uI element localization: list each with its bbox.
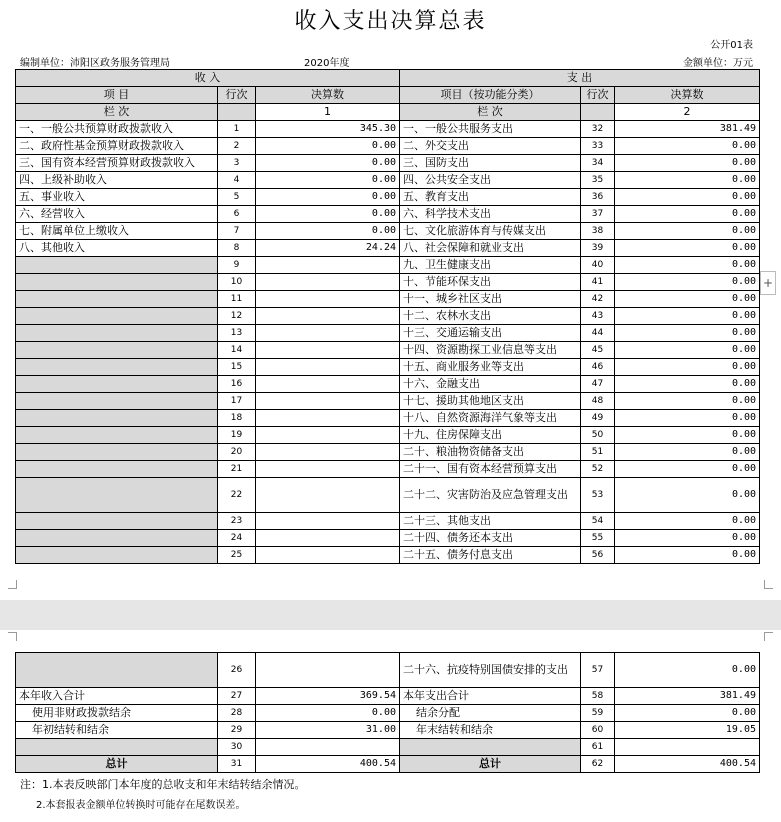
income-item — [16, 739, 218, 756]
income-item: 八、其他收入 — [16, 240, 218, 257]
income-item: 年初结转和结余 — [16, 722, 218, 739]
income-amount — [256, 308, 400, 325]
expense-amount: 0.00 — [615, 240, 760, 257]
income-item — [16, 547, 218, 564]
page-corner-mark — [8, 580, 17, 589]
income-line-no: 16 — [218, 376, 256, 393]
expense-amount: 0.00 — [615, 530, 760, 547]
expense-line-no: 56 — [581, 547, 615, 564]
income-line-no: 14 — [218, 342, 256, 359]
income-amount — [256, 427, 400, 444]
table-row — [16, 461, 760, 478]
table-row — [16, 121, 760, 138]
table-row — [16, 547, 760, 564]
income-line-no: 6 — [218, 206, 256, 223]
income-line-no: 18 — [218, 410, 256, 427]
income-item: 四、上级补助收入 — [16, 172, 218, 189]
income-amount: 31.00 — [256, 722, 400, 739]
compiling-unit: 编制单位：沛阳区政务服务管理局 — [20, 58, 170, 69]
table-row — [16, 240, 760, 257]
expense-amount: 0.00 — [615, 444, 760, 461]
page-corner-mark — [764, 580, 773, 589]
form-code: 公开01表 — [710, 40, 753, 51]
income-amount — [256, 325, 400, 342]
income-item — [16, 325, 218, 342]
summary-table-continued — [15, 652, 760, 773]
expense-line-no: 51 — [581, 444, 615, 461]
expense-amount: 0.00 — [615, 342, 760, 359]
income-line-no: 24 — [218, 530, 256, 547]
expense-amount: 0.00 — [615, 427, 760, 444]
income-line-no: 30 — [218, 739, 256, 756]
income-item: 六、经营收入 — [16, 206, 218, 223]
expense-item: 结余分配 — [400, 705, 581, 722]
expense-line-no: 38 — [581, 223, 615, 240]
expense-line-no: 39 — [581, 240, 615, 257]
income-line-no: 2 — [218, 138, 256, 155]
expense-column-blank — [581, 104, 615, 121]
expense-line-no: 46 — [581, 359, 615, 376]
income-line-no: 11 — [218, 291, 256, 308]
income-item: 一、一般公共预算财政拨款收入 — [16, 121, 218, 138]
expense-amount: 0.00 — [615, 189, 760, 206]
report-title: 收入支出决算总表 — [294, 9, 487, 34]
income-amount: 0.00 — [256, 138, 400, 155]
expense-item: 二十四、债务还本支出 — [400, 530, 581, 547]
expense-item: 九、卫生健康支出 — [400, 257, 581, 274]
expense-line-no: 53 — [581, 478, 615, 513]
table-row — [16, 189, 760, 206]
income-line-no: 31 — [218, 756, 256, 773]
expense-item: 二十二、灾害防治及应急管理支出 — [400, 478, 581, 513]
table-row — [16, 342, 760, 359]
expense-item: 七、文化旅游体育与传媒支出 — [400, 223, 581, 240]
table-row — [16, 722, 760, 739]
income-item — [16, 342, 218, 359]
expense-line-no: 61 — [581, 739, 615, 756]
income-line-header: 行次 — [218, 87, 256, 104]
page-corner-mark — [8, 632, 17, 641]
income-line-no: 20 — [218, 444, 256, 461]
expense-line-no: 50 — [581, 427, 615, 444]
expense-amount: 0.00 — [615, 206, 760, 223]
income-line-no: 10 — [218, 274, 256, 291]
expense-amount — [615, 739, 760, 756]
page-corner-mark — [764, 632, 773, 641]
expense-item: 十一、城乡社区支出 — [400, 291, 581, 308]
expense-amount: 0.00 — [615, 513, 760, 530]
table-row — [16, 376, 760, 393]
table-row — [16, 410, 760, 427]
income-amount: 369.54 — [256, 688, 400, 705]
expense-item: 十九、住房保障支出 — [400, 427, 581, 444]
expense-line-no: 47 — [581, 376, 615, 393]
income-item — [16, 291, 218, 308]
table-row — [16, 223, 760, 240]
income-item: 五、事业收入 — [16, 189, 218, 206]
income-item — [16, 530, 218, 547]
table-row — [16, 444, 760, 461]
expense-amount: 0.00 — [615, 138, 760, 155]
income-line-no: 1 — [218, 121, 256, 138]
expense-line-no: 60 — [581, 722, 615, 739]
expense-item: 十八、自然资源海洋气象等支出 — [400, 410, 581, 427]
income-amount: 400.54 — [256, 756, 400, 773]
expense-amount: 381.49 — [615, 121, 760, 138]
expense-line-no: 55 — [581, 530, 615, 547]
expense-amount: 0.00 — [615, 547, 760, 564]
income-item — [16, 393, 218, 410]
expense-item: 十七、援助其他地区支出 — [400, 393, 581, 410]
income-amount — [256, 653, 400, 688]
income-amount — [256, 342, 400, 359]
income-item: 七、附属单位上缴收入 — [16, 223, 218, 240]
income-line-no: 25 — [218, 547, 256, 564]
table-row — [16, 206, 760, 223]
expense-item: 年末结转和结余 — [400, 722, 581, 739]
income-amount-header: 决算数 — [256, 87, 400, 104]
expense-amount: 0.00 — [615, 376, 760, 393]
expense-item: 二十六、抗疫特别国债安排的支出 — [400, 653, 581, 688]
income-line-no: 9 — [218, 257, 256, 274]
expense-amount: 0.00 — [615, 461, 760, 478]
expense-amount: 0.00 — [615, 155, 760, 172]
income-line-no: 22 — [218, 478, 256, 513]
expense-amount: 0.00 — [615, 705, 760, 722]
expense-line-header: 行次 — [581, 87, 615, 104]
expense-item: 二十、粮油物资储备支出 — [400, 444, 581, 461]
expense-amount: 0.00 — [615, 653, 760, 688]
income-header: 收 入 — [16, 70, 400, 87]
note-2: 2.本套报表金额单位转换时可能存在尾数误差。 — [36, 800, 246, 811]
expense-line-no: 40 — [581, 257, 615, 274]
expense-amount: 400.54 — [615, 756, 760, 773]
income-amount — [256, 257, 400, 274]
income-line-no: 17 — [218, 393, 256, 410]
table-row — [16, 739, 760, 756]
expense-line-no: 58 — [581, 688, 615, 705]
expense-column-label: 栏 次 — [400, 104, 581, 121]
income-item — [16, 274, 218, 291]
expense-amount: 0.00 — [615, 478, 760, 513]
income-amount: 345.30 — [256, 121, 400, 138]
expense-item: 五、教育支出 — [400, 189, 581, 206]
income-amount — [256, 359, 400, 376]
page-2 — [0, 630, 781, 822]
page-gap — [0, 600, 781, 630]
expense-line-no: 43 — [581, 308, 615, 325]
fiscal-year: 2020年度 — [304, 58, 350, 69]
income-column-blank — [218, 104, 256, 121]
expense-line-no: 41 — [581, 274, 615, 291]
income-line-no: 29 — [218, 722, 256, 739]
income-amount — [256, 739, 400, 756]
expand-button[interactable]: + — [760, 271, 776, 295]
expense-line-no: 59 — [581, 705, 615, 722]
income-amount: 24.24 — [256, 240, 400, 257]
income-column-number: 1 — [256, 104, 400, 121]
income-item — [16, 359, 218, 376]
income-amount — [256, 513, 400, 530]
expense-column-number: 2 — [615, 104, 760, 121]
expense-amount: 0.00 — [615, 325, 760, 342]
expense-line-no: 32 — [581, 121, 615, 138]
income-amount — [256, 444, 400, 461]
expense-line-no: 49 — [581, 410, 615, 427]
expense-amount: 0.00 — [615, 291, 760, 308]
expense-item: 本年支出合计 — [400, 688, 581, 705]
table-row — [16, 513, 760, 530]
income-amount — [256, 274, 400, 291]
expense-line-no: 48 — [581, 393, 615, 410]
expense-item-header: 项目（按功能分类） — [400, 87, 581, 104]
expense-amount: 0.00 — [615, 410, 760, 427]
note-1: 注：1.本表反映部门本年度的总收支和年末结转结余情况。 — [20, 778, 306, 791]
income-item: 总计 — [16, 756, 218, 773]
income-amount: 0.00 — [256, 223, 400, 240]
income-item — [16, 308, 218, 325]
income-column-label: 栏 次 — [16, 104, 218, 121]
table-row — [16, 530, 760, 547]
expense-amount: 0.00 — [615, 172, 760, 189]
table-row — [16, 393, 760, 410]
expense-amount: 0.00 — [615, 223, 760, 240]
income-item — [16, 461, 218, 478]
expense-item: 总计 — [400, 756, 581, 773]
income-item: 本年收入合计 — [16, 688, 218, 705]
expense-item: 十四、资源勘探工业信息等支出 — [400, 342, 581, 359]
table-row — [16, 478, 760, 513]
expense-amount: 0.00 — [615, 308, 760, 325]
expense-line-no: 44 — [581, 325, 615, 342]
income-amount: 0.00 — [256, 155, 400, 172]
income-item-header: 项 目 — [16, 87, 218, 104]
expense-item — [400, 739, 581, 756]
expense-line-no: 52 — [581, 461, 615, 478]
income-amount — [256, 291, 400, 308]
table-row — [16, 257, 760, 274]
money-unit: 金额单位：万元 — [683, 58, 753, 69]
income-amount — [256, 530, 400, 547]
expense-item: 二十一、国有资本经营预算支出 — [400, 461, 581, 478]
income-line-no: 27 — [218, 688, 256, 705]
income-amount — [256, 478, 400, 513]
expense-line-no: 34 — [581, 155, 615, 172]
table-row — [16, 274, 760, 291]
expense-item: 十、节能环保支出 — [400, 274, 581, 291]
expense-line-no: 54 — [581, 513, 615, 530]
income-amount: 0.00 — [256, 705, 400, 722]
expense-item: 一、一般公共服务支出 — [400, 121, 581, 138]
expense-amount: 19.05 — [615, 722, 760, 739]
income-item — [16, 376, 218, 393]
expense-item: 六、科学技术支出 — [400, 206, 581, 223]
income-item — [16, 257, 218, 274]
expense-line-no: 62 — [581, 756, 615, 773]
expense-line-no: 36 — [581, 189, 615, 206]
summary-table — [15, 69, 760, 564]
income-item — [16, 427, 218, 444]
income-line-no: 23 — [218, 513, 256, 530]
expense-amount: 381.49 — [615, 688, 760, 705]
expense-line-no: 35 — [581, 172, 615, 189]
expense-item: 十五、商业服务业等支出 — [400, 359, 581, 376]
table-row — [16, 359, 760, 376]
income-line-no: 8 — [218, 240, 256, 257]
income-amount: 0.00 — [256, 206, 400, 223]
income-amount — [256, 393, 400, 410]
income-line-no: 26 — [218, 653, 256, 688]
income-amount — [256, 547, 400, 564]
expense-item: 十三、交通运输支出 — [400, 325, 581, 342]
table-row — [16, 155, 760, 172]
income-amount — [256, 376, 400, 393]
expense-line-no: 45 — [581, 342, 615, 359]
income-line-no: 4 — [218, 172, 256, 189]
expense-amount: 0.00 — [615, 257, 760, 274]
expense-item: 十六、金融支出 — [400, 376, 581, 393]
table-row — [16, 705, 760, 722]
expense-item: 二十三、其他支出 — [400, 513, 581, 530]
income-item: 三、国有资本经营预算财政拨款收入 — [16, 155, 218, 172]
expense-item: 四、公共安全支出 — [400, 172, 581, 189]
table-row — [16, 138, 760, 155]
income-amount: 0.00 — [256, 189, 400, 206]
income-amount — [256, 410, 400, 427]
expense-line-no: 42 — [581, 291, 615, 308]
income-item — [16, 444, 218, 461]
table-row — [16, 325, 760, 342]
expense-amount: 0.00 — [615, 274, 760, 291]
table-row — [16, 688, 760, 705]
income-line-no: 19 — [218, 427, 256, 444]
expense-item: 十二、农林水支出 — [400, 308, 581, 325]
expense-header: 支 出 — [400, 70, 760, 87]
income-line-no: 28 — [218, 705, 256, 722]
income-item: 二、政府性基金预算财政拨款收入 — [16, 138, 218, 155]
table-row — [16, 308, 760, 325]
income-line-no: 12 — [218, 308, 256, 325]
income-line-no: 3 — [218, 155, 256, 172]
expense-amount: 0.00 — [615, 393, 760, 410]
expense-item: 二、外交支出 — [400, 138, 581, 155]
table-row — [16, 756, 760, 773]
income-item — [16, 513, 218, 530]
expense-line-no: 57 — [581, 653, 615, 688]
expense-item: 二十五、债务付息支出 — [400, 547, 581, 564]
expense-item: 三、国防支出 — [400, 155, 581, 172]
income-amount — [256, 461, 400, 478]
income-item — [16, 478, 218, 513]
expense-item: 八、社会保障和就业支出 — [400, 240, 581, 257]
income-line-no: 7 — [218, 223, 256, 240]
income-line-no: 5 — [218, 189, 256, 206]
expense-amount-header: 决算数 — [615, 87, 760, 104]
expense-line-no: 33 — [581, 138, 615, 155]
income-item: 使用非财政拨款结余 — [16, 705, 218, 722]
income-line-no: 13 — [218, 325, 256, 342]
income-line-no: 15 — [218, 359, 256, 376]
income-item — [16, 653, 218, 688]
expense-line-no: 37 — [581, 206, 615, 223]
income-item — [16, 410, 218, 427]
table-row — [16, 653, 760, 688]
table-row — [16, 291, 760, 308]
expense-amount: 0.00 — [615, 359, 760, 376]
table-row — [16, 427, 760, 444]
table-row — [16, 172, 760, 189]
income-amount: 0.00 — [256, 172, 400, 189]
income-line-no: 21 — [218, 461, 256, 478]
